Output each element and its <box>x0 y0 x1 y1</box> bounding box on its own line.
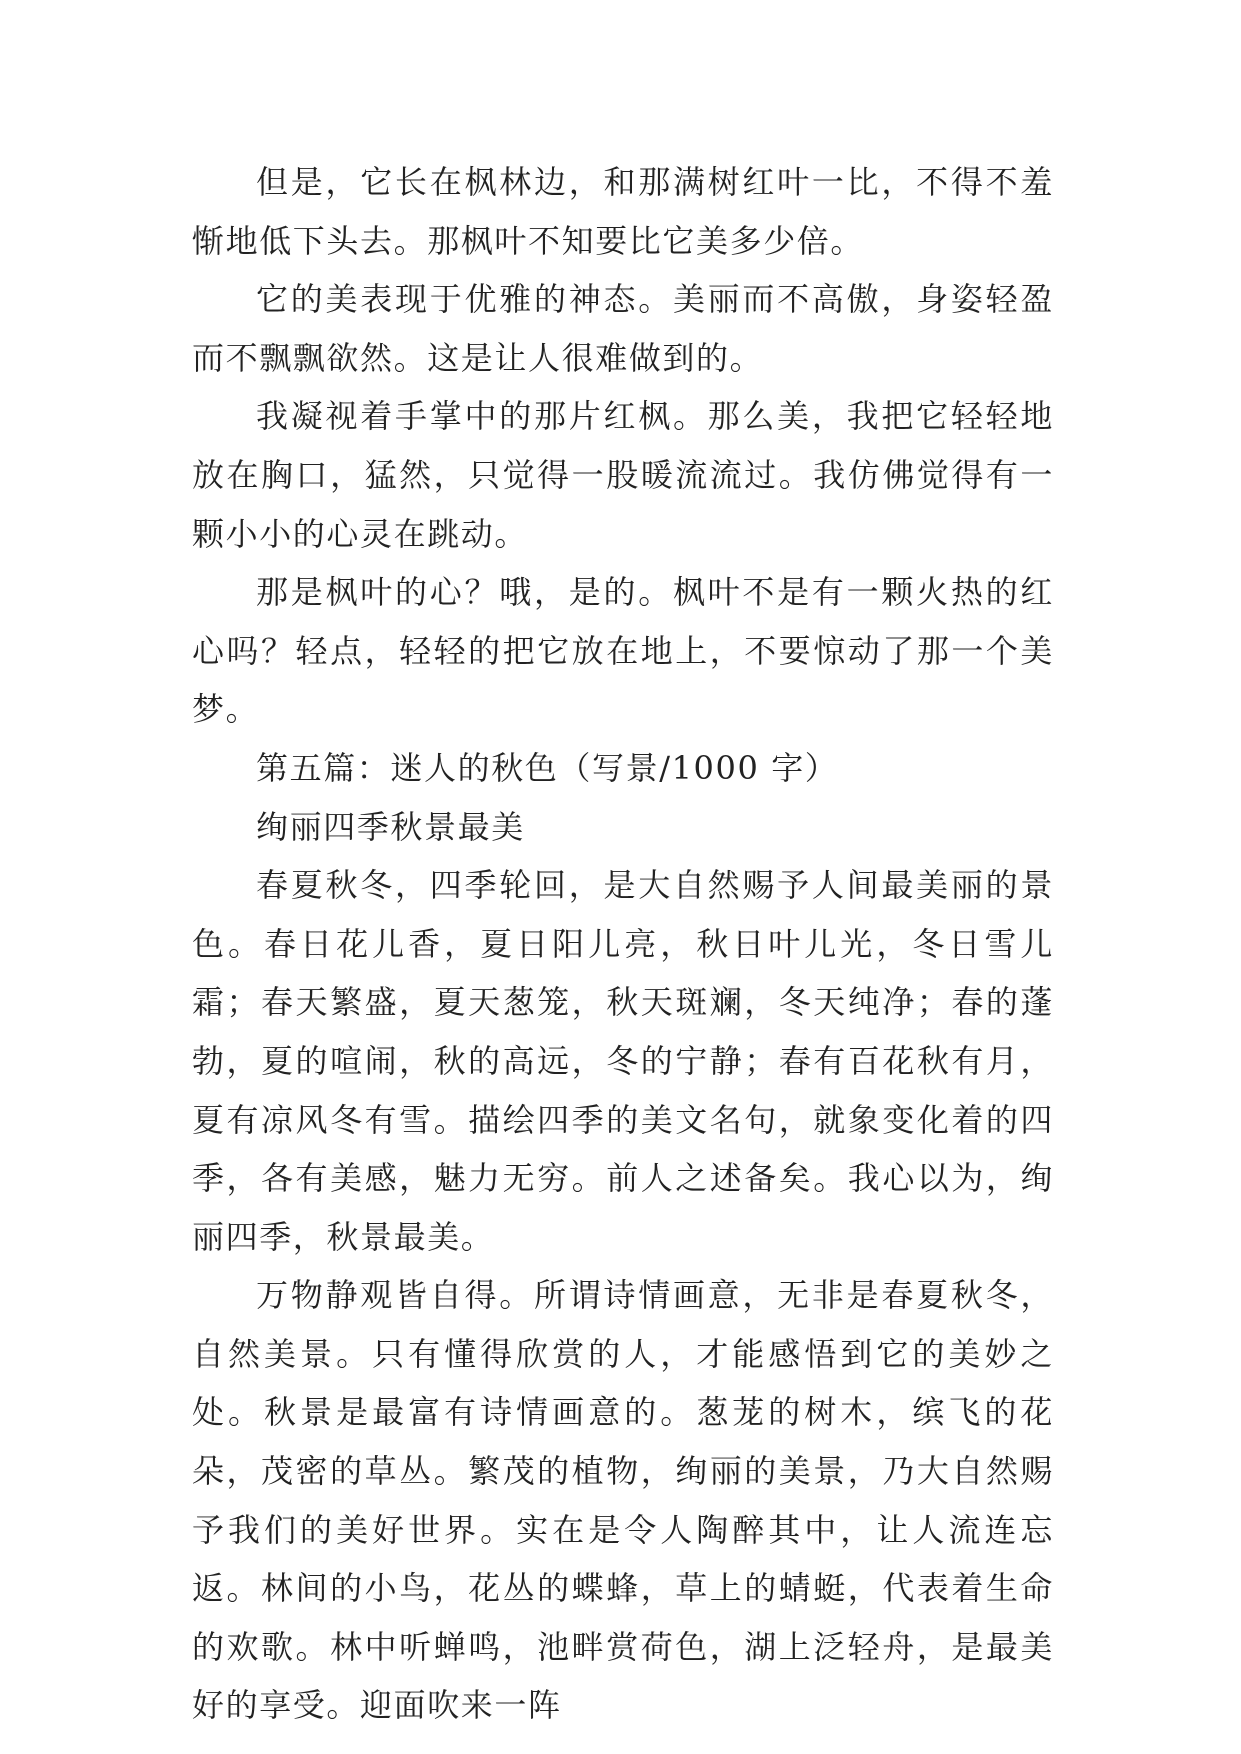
chapter-title: 第五篇：迷人的秋色（写景/1000 字） <box>256 748 839 787</box>
paragraph-maple-heart: 那是枫叶的心？哦，是的。枫叶不是有一颗火热的红心吗？轻点，轻轻的把它放在地上，不要惊动了那一个美梦。 <box>192 573 1054 729</box>
document-body <box>192 153 1054 1735</box>
paragraph-maple-shame: 但是，它长在枫林边，和那满树红叶一比，不得不羞惭地低下头去。那枫叶不知要比它美多少倍。 <box>192 163 1054 260</box>
paragraph-autumn-scenery: 万物静观皆自得。所谓诗情画意，无非是春夏秋冬，自然美景。只有懂得欣赏的人，才能感悟到它的美妙之处。秋景是最富有诗情画意的。葱茏的树木，缤飞的花朵，茂密的草丛。繁茂的植物，绚丽的美景，乃大自然赐予我们的美好世界。实在是令人陶醉其中，让人流连忘返。林间的小鸟，花丛的蝶蜂，草上的蜻蜓，代表着生命的欢歌。林中听蝉鸣，池畔赏荷色，湖上泛轻舟，是最美好的享受。迎面吹来一阵 <box>192 1276 1054 1725</box>
paragraph-elegant-posture: 它的美表现于优雅的神态。美丽而不高傲，身姿轻盈而不飘飘欲然。这是让人很难做到的。 <box>192 280 1054 377</box>
paragraph-four-seasons: 春夏秋冬，四季轮回，是大自然赐予人间最美丽的景色。春日花儿香，夏日阳儿亮，秋日叶儿光，冬日雪儿霜；春天繁盛，夏天葱笼，秋天斑斓，冬天纯净；春的蓬勃，夏的喧闹，秋的高远，冬的宁静；春有百花秋有月，夏有凉风冬有雪。描绘四季的美文名句，就象变化着的四季，各有美感，魅力无穷。前人之述备矣。我心以为，绚丽四季，秋景最美。 <box>192 866 1054 1256</box>
section-subtitle: 绚丽四季秋景最美 <box>256 807 525 846</box>
paragraph-red-maple-palm: 我凝视着手掌中的那片红枫。那么美，我把它轻轻地放在胸口，猛然，只觉得一股暖流流过。我仿佛觉得有一颗小小的心灵在跳动。 <box>192 397 1054 553</box>
